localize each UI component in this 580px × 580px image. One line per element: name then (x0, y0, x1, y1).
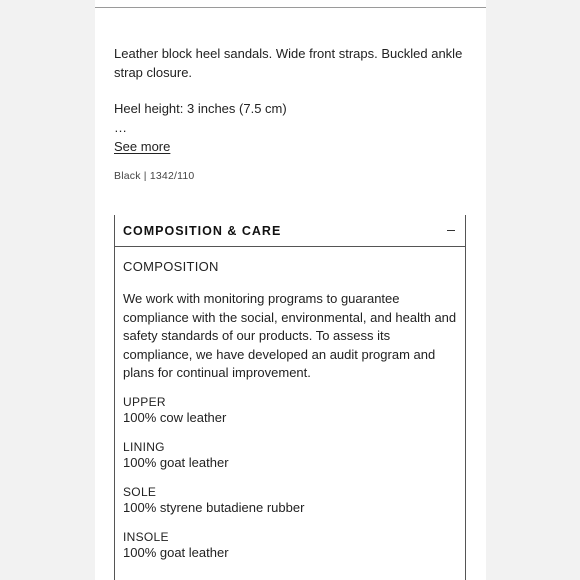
material-insole (123, 530, 453, 561)
material-label: SOLE (123, 485, 157, 499)
material-label: INSOLE (123, 530, 169, 544)
material-value: 100% goat leather (123, 455, 229, 470)
product-description: Leather block heel sandals. Wide front straps. Buckled ankle strap closure. (114, 46, 463, 80)
material-value: 100% goat leather (123, 545, 229, 560)
material-value: 100% styrene butadiene rubber (123, 500, 305, 515)
composition-heading: COMPOSITION (123, 259, 219, 274)
composition-care-header[interactable] (115, 215, 465, 247)
material-upper (123, 395, 453, 426)
material-label: LINING (123, 440, 165, 454)
material-lining (123, 440, 453, 471)
minus-icon[interactable] (447, 230, 455, 231)
compliance-statement: We work with monitoring programs to guarantee compliance with the social, environmental, and health and safety standards of our products. To assess its compliance, we have developed an audit program and plans for continual improvement. (123, 291, 457, 381)
material-value: 100% cow leather (123, 410, 227, 425)
heel-height: Heel height: 3 inches (7.5 cm) (114, 101, 287, 116)
see-more-link[interactable]: See more (114, 139, 171, 154)
material-label: UPPER (123, 395, 166, 409)
color-reference: Black | 1342/110 (114, 170, 195, 182)
top-divider (95, 7, 486, 8)
composition-care-panel (114, 215, 466, 580)
product-details-page (95, 0, 486, 580)
material-sole (123, 485, 453, 516)
description-ellipsis: … (114, 120, 127, 135)
panel-title: COMPOSITION & CARE (123, 224, 282, 238)
